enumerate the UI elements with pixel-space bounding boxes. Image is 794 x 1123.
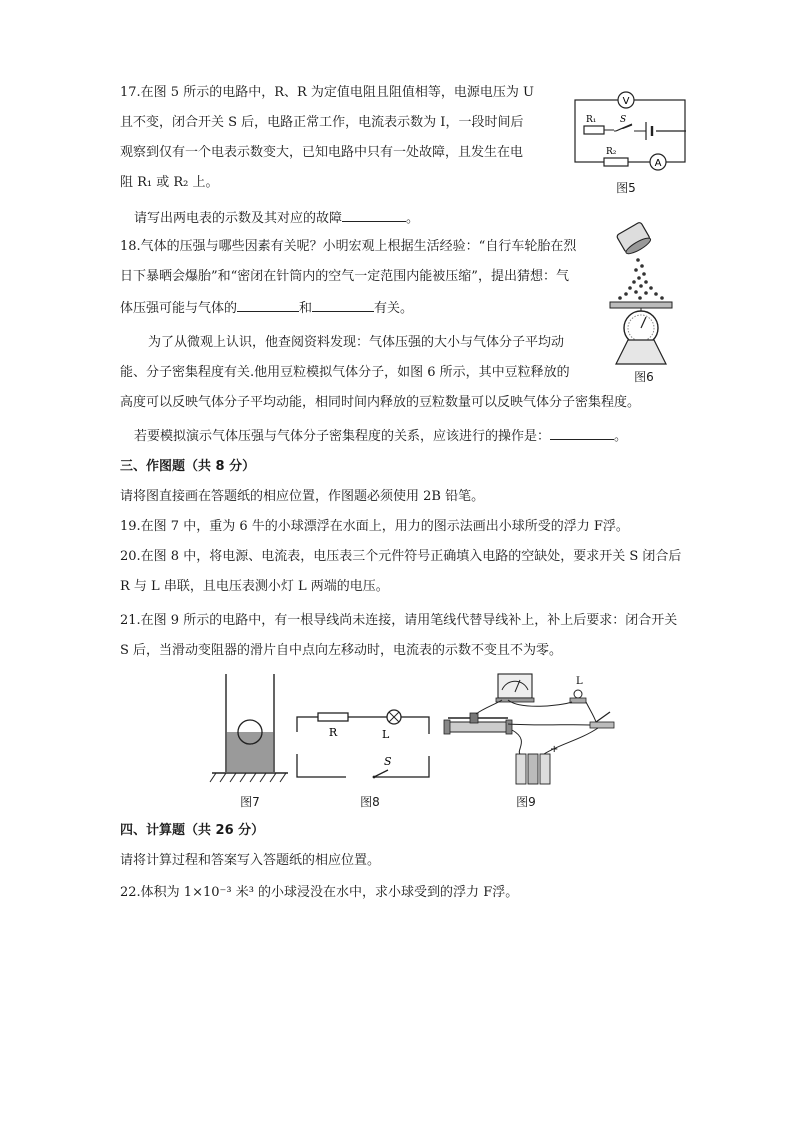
- q18-line-6: 高度可以反映气体分子平均动能，相同时间内释放的豆粒数量可以反映气体分子密集程度。: [120, 395, 641, 410]
- q17-prompt: 请写出两电表的示数及其对应的故障: [134, 211, 343, 226]
- q18-text-b: 和: [299, 301, 313, 316]
- figure-5-caption: 图5: [616, 181, 636, 195]
- r2-label: R₂: [606, 147, 617, 157]
- switch-s: [374, 770, 388, 777]
- q18-blank-1[interactable]: [237, 298, 299, 312]
- figure-8-caption: 图8: [360, 795, 380, 809]
- resistor-r: [318, 713, 348, 721]
- voltmeter-label: V: [622, 96, 630, 107]
- figure-7-caption: 图7: [240, 795, 260, 809]
- r-label: R: [328, 726, 338, 739]
- q18-text-c: 有关。: [374, 301, 414, 316]
- resistor-r1: [584, 126, 604, 134]
- q17-line-1: 17.在图 5 所示的电路中，R、R 为定值电阻且阻值相等，电源电压为 U: [120, 85, 535, 100]
- q18-line-7: [134, 426, 627, 446]
- s-label: S: [384, 755, 392, 768]
- q18-answer-blank[interactable]: [550, 426, 614, 440]
- q18-line-2: 日下暴晒会爆胎”和“密闭在针筒内的空气一定范围内能被压缩”，提出猜想：气: [120, 269, 569, 284]
- q19-text: 19.在图 7 中，重为 6 牛的小球漂浮在水面上，用力的图示法画出小球所受的浮力 F浮。: [120, 519, 629, 534]
- q17-line-4: 阻 R₁ 或 R₂ 上。: [120, 175, 219, 190]
- q17-answer-blank[interactable]: [342, 208, 406, 222]
- q17-line-5: [134, 208, 419, 228]
- q18-line-1: 18.气体的压强与哪些因素有关呢？小明宏观上根据生活经验：“自行车轮胎在烈: [120, 239, 577, 254]
- q18-end: 。: [614, 429, 628, 444]
- q18-blank-2[interactable]: [312, 298, 374, 312]
- figure-7-floating-ball: [210, 672, 290, 792]
- rheostat-icon: [444, 713, 512, 734]
- figure-8-circuit: [296, 710, 432, 782]
- q20-line-2: R 与 L 串联，且电压表测小灯 L 两端的电压。: [120, 579, 389, 594]
- switch-icon: [590, 712, 614, 728]
- section-4-title: 四、计算题（共 26 分）: [120, 823, 265, 838]
- r1-label: R₁: [586, 115, 597, 125]
- ammeter-icon: [496, 674, 534, 702]
- pouring-cup-icon: [616, 222, 652, 257]
- figure-9-caption: 图9: [516, 795, 536, 809]
- ammeter-label: A: [654, 158, 662, 169]
- fig9-plus-label: +: [550, 744, 559, 755]
- q18-text-a: 体压强可能与气体的: [120, 301, 238, 316]
- figure-5-circuit: [570, 84, 690, 174]
- figure-9-apparatus: [440, 670, 618, 786]
- fig9-l-label: L: [576, 676, 583, 687]
- figure-6-caption: 图6: [634, 370, 654, 384]
- q21-line-2: S 后，当滑动变阻器的滑片自中点向左移动时，电流表的示数不变且不为零。: [120, 643, 563, 658]
- q17-end: 。: [406, 211, 420, 226]
- q18-line-3: [120, 298, 413, 318]
- section-3-instruction: 请将图直接画在答题纸的相应位置，作图题必须使用 2B 铅笔。: [120, 489, 485, 504]
- switch-label: S: [620, 115, 627, 125]
- q18-line-4: 为了从微观上认识，他查阅资料发现：气体压强的大小与气体分子平均动: [148, 335, 565, 350]
- lamp-icon: [570, 690, 586, 703]
- q18-line-5: 能、分子密集程度有关.他用豆粒模拟气体分子，如图 6 所示，其中豆粒释放的: [120, 365, 570, 380]
- battery-icon: [516, 754, 550, 784]
- falling-beans: [618, 258, 664, 300]
- q21-line-1: 21.在图 9 所示的电路中，有一根导线尚未连接，请用笔线代替导线补上，补上后要求：闭合开关: [120, 613, 678, 628]
- figure-6-bean-scale: [606, 218, 676, 368]
- q22-text: 22.体积为 1×10⁻³ 米³ 的小球浸没在水中，求小球受到的浮力 F浮。: [120, 885, 519, 900]
- section-3-title: 三、作图题（共 8 分）: [120, 459, 256, 474]
- q17-line-3: 观察到仅有一个电表示数变大，已知电路中只有一处故障，且发生在电: [120, 145, 524, 160]
- l-label: L: [382, 728, 390, 741]
- q18-prompt: 若要模拟演示气体压强与气体分子密集程度的关系，应该进行的操作是：: [134, 429, 551, 444]
- q20-line-1: 20.在图 8 中，将电源、电流表，电压表三个元件符号正确填入电路的空缺处，要求开关 S 闭合后: [120, 549, 682, 564]
- section-4-instruction: 请将计算过程和答案写入答题纸的相应位置。: [120, 853, 381, 868]
- q17-line-2: 且不变，闭合开关 S 后，电路正常工作，电流表示数为 I，一段时间后: [120, 115, 524, 130]
- resistor-r2: [604, 158, 628, 166]
